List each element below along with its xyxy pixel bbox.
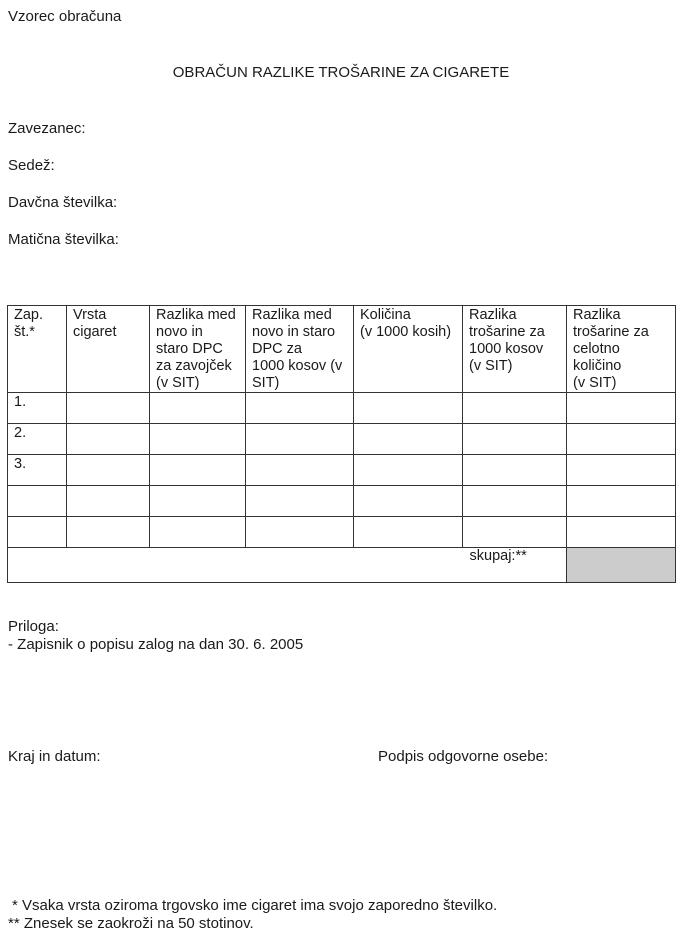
attachment-title: Priloga: bbox=[8, 618, 59, 635]
row-number: 3. bbox=[8, 455, 67, 486]
form-template-label: Vzorec obračuna bbox=[8, 8, 122, 25]
row-number: 2. bbox=[8, 424, 67, 455]
table-cell[interactable] bbox=[567, 486, 676, 517]
field-sedez: Sedež: bbox=[8, 157, 55, 174]
table-cell[interactable] bbox=[567, 424, 676, 455]
table-cell[interactable] bbox=[567, 517, 676, 548]
table-cell[interactable] bbox=[246, 517, 354, 548]
total-value-cell[interactable] bbox=[567, 548, 676, 583]
attachment-item: - Zapisnik o popisu zalog na dan 30. 6. 2005 bbox=[8, 636, 304, 653]
place-date-label: Kraj in datum: bbox=[8, 748, 101, 765]
table-cell[interactable] bbox=[354, 455, 463, 486]
table-row bbox=[8, 517, 676, 548]
total-row-spacer bbox=[354, 548, 463, 583]
table-row bbox=[8, 455, 676, 486]
table-cell[interactable] bbox=[354, 486, 463, 517]
table-cell[interactable] bbox=[67, 393, 150, 424]
row-number: 1. bbox=[8, 393, 67, 424]
header-razlika-dpc-1000: Razlika med novo in staro DPC za 1000 kosov (v SIT) bbox=[246, 306, 354, 393]
total-label: skupaj:** bbox=[463, 548, 567, 583]
table-cell[interactable] bbox=[567, 393, 676, 424]
table-cell[interactable] bbox=[463, 393, 567, 424]
table-cell[interactable] bbox=[463, 455, 567, 486]
header-vrsta-cigaret: Vrsta cigaret bbox=[67, 306, 150, 393]
header-zap-st: Zap. št.* bbox=[8, 306, 67, 393]
header-razlika-dpc-zavojcek: Razlika med novo in staro DPC za zavojček (v SIT) bbox=[150, 306, 246, 393]
footnote-1: * Vsaka vrsta oziroma trgovsko ime cigaret ima svojo zaporedno številko. bbox=[12, 897, 498, 914]
calculation-table bbox=[7, 305, 676, 583]
table-cell[interactable] bbox=[354, 517, 463, 548]
table-cell[interactable] bbox=[150, 424, 246, 455]
total-row-blank bbox=[8, 548, 354, 583]
row-number bbox=[8, 517, 67, 548]
table-cell[interactable] bbox=[463, 486, 567, 517]
table-cell[interactable] bbox=[67, 517, 150, 548]
table-cell[interactable] bbox=[67, 455, 150, 486]
table-row bbox=[8, 486, 676, 517]
footnote-2: ** Znesek se zaokroži na 50 stotinov. bbox=[8, 915, 254, 932]
document-title: OBRAČUN RAZLIKE TROŠARINE ZA CIGARETE bbox=[172, 64, 510, 81]
table-row bbox=[8, 393, 676, 424]
table-cell[interactable] bbox=[246, 424, 354, 455]
table-total-row bbox=[8, 548, 676, 583]
header-kolicina: Količina (v 1000 kosih) bbox=[354, 306, 463, 393]
table-cell[interactable] bbox=[246, 455, 354, 486]
table-cell[interactable] bbox=[246, 486, 354, 517]
table-header-row bbox=[8, 306, 676, 393]
header-trosarina-celotno: Razlika trošarine za celotno količino (v SIT) bbox=[567, 306, 676, 393]
table-cell[interactable] bbox=[354, 393, 463, 424]
field-zavezanec: Zavezanec: bbox=[8, 120, 86, 137]
signature-label: Podpis odgovorne osebe: bbox=[378, 748, 549, 765]
table-cell[interactable] bbox=[246, 393, 354, 424]
header-trosarina-1000: Razlika trošarine za 1000 kosov (v SIT) bbox=[463, 306, 567, 393]
field-davcna-stevilka: Davčna številka: bbox=[8, 194, 118, 211]
table-cell[interactable] bbox=[150, 517, 246, 548]
table-cell[interactable] bbox=[150, 455, 246, 486]
table-cell[interactable] bbox=[463, 424, 567, 455]
table-cell[interactable] bbox=[67, 424, 150, 455]
table-cell[interactable] bbox=[67, 486, 150, 517]
field-maticna-stevilka: Matična številka: bbox=[8, 231, 119, 248]
table-cell[interactable] bbox=[150, 486, 246, 517]
table-cell[interactable] bbox=[150, 393, 246, 424]
table-cell[interactable] bbox=[463, 517, 567, 548]
table-cell[interactable] bbox=[354, 424, 463, 455]
table-cell[interactable] bbox=[567, 455, 676, 486]
table-row bbox=[8, 424, 676, 455]
row-number bbox=[8, 486, 67, 517]
